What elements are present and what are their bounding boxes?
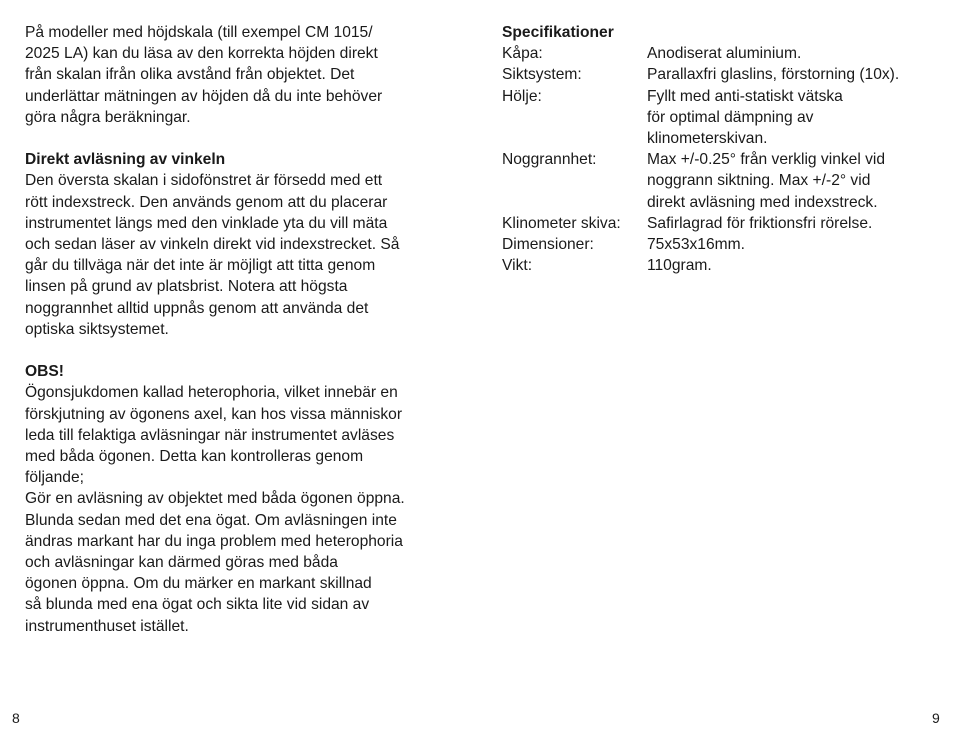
text-line: Den översta skalan i sidofönstret är försedd med ett xyxy=(25,172,383,190)
text-line: ögonen öppna. Om du märker en markant skillnad xyxy=(25,575,372,593)
spec-value-line: 110gram. xyxy=(647,257,712,275)
spec-label: Siktsystem: xyxy=(502,66,582,84)
spec-value-line: 75x53x16mm. xyxy=(647,236,745,254)
left-page xyxy=(25,22,465,637)
text-line: följande; xyxy=(25,469,84,487)
spec-value xyxy=(647,86,942,150)
spec-value xyxy=(647,149,942,213)
spec-value-line: Anodiserat aluminium. xyxy=(647,45,802,63)
text-line: så blunda med ena ögat och sikta lite vid sidan av xyxy=(25,596,370,614)
spec-label: Klinometer skiva: xyxy=(502,214,621,232)
spec-value xyxy=(647,43,942,64)
spec-row-dimensioner xyxy=(502,234,942,255)
spec-value-line: Max +/-0.25° från verklig vinkel vid xyxy=(647,151,886,169)
section-direct-reading xyxy=(25,149,465,340)
page-number-left: 8 xyxy=(12,710,20,726)
text-line: och avläsningar kan därmed göras med båda xyxy=(25,554,338,572)
spec-label: Vikt: xyxy=(502,257,533,275)
spec-row-siktsystem xyxy=(502,64,942,85)
spec-row-noggrannhet xyxy=(502,149,942,213)
text-line: från skalan ifrån olika avstånd från objektet. Det xyxy=(25,66,355,84)
spec-label: Dimensioner: xyxy=(502,236,594,254)
right-page xyxy=(502,22,942,276)
text-line: går du tillväga när det inte är möjligt att titta genom xyxy=(25,257,376,275)
text-line: med båda ögonen. Detta kan kontrolleras genom xyxy=(25,448,364,466)
spec-row-kapa xyxy=(502,43,942,64)
text-line: Blunda sedan med det ena ögat. Om avläsningen inte xyxy=(25,511,397,529)
spec-label: Noggrannhet: xyxy=(502,151,597,169)
spec-value-line: Safirlagrad för friktionsfri rörelse. xyxy=(647,214,873,232)
spec-value xyxy=(647,234,942,255)
text-line: Ögonsjukdomen kallad heterophoria, vilket innebär en xyxy=(25,384,398,402)
text-line: leda till felaktiga avläsningar när instrumentet avläses xyxy=(25,426,395,444)
spec-row-holje xyxy=(502,86,942,150)
page-number-right: 9 xyxy=(932,710,940,726)
text-line: underlättar mätningen av höjden då du inte behöver xyxy=(25,87,383,105)
spec-value xyxy=(647,255,942,276)
spec-value xyxy=(647,213,942,234)
text-line: instrumentet längs med den vinklade yta du vill mäta xyxy=(25,214,388,232)
spec-value-line: noggrann siktning. Max +/-2° vid xyxy=(647,172,871,190)
spec-row-vikt xyxy=(502,255,942,276)
section-obs xyxy=(25,361,465,637)
paragraph-gap xyxy=(25,340,465,361)
text-line: Gör en avläsning av objektet med båda ögonen öppna. xyxy=(25,490,405,508)
specifications-list xyxy=(502,43,942,276)
text-line: instrumenthuset istället. xyxy=(25,617,189,635)
text-line: linsen på grund av platsbrist. Notera att högsta xyxy=(25,278,348,296)
spec-value xyxy=(647,64,942,85)
text-line: På modeller med höjdskala (till exempel CM 1015/ xyxy=(25,24,373,41)
spec-value-line: Fyllt med anti-statiskt vätska xyxy=(647,87,843,105)
text-line: noggrannhet alltid uppnås genom att använda det xyxy=(25,299,369,317)
text-line: och sedan läser av vinkeln direkt vid indexstrecket. Så xyxy=(25,236,400,254)
text-line: ändras markant har du inga problem med heterophoria xyxy=(25,532,403,550)
text-line: optiska siktsystemet. xyxy=(25,320,169,338)
text-line: förskjutning av ögonens axel, kan hos vissa människor xyxy=(25,405,403,423)
spec-label: Kåpa: xyxy=(502,45,543,63)
spec-value-line: klinometerskivan. xyxy=(647,130,768,148)
text-line: 2025 LA) kan du läsa av den korrekta höjden direkt xyxy=(25,45,378,63)
section-heading: OBS! xyxy=(25,363,64,381)
intro-paragraph xyxy=(25,22,465,128)
section-heading: Direkt avläsning av vinkeln xyxy=(25,151,226,169)
spec-label: Hölje: xyxy=(502,87,542,105)
text-line: göra några beräkningar. xyxy=(25,108,191,126)
text-line: rött indexstreck. Den används genom att du placerar xyxy=(25,193,388,211)
spec-value-line: direkt avläsning med indexstreck. xyxy=(647,193,878,211)
spec-row-klinometer-skiva xyxy=(502,213,942,234)
paragraph-gap xyxy=(25,128,465,149)
spec-value-line: Parallaxfri glaslins, förstorning (10x). xyxy=(647,66,900,84)
spec-value-line: för optimal dämpning av xyxy=(647,108,814,126)
specifications-heading: Specifikationer xyxy=(502,24,614,41)
